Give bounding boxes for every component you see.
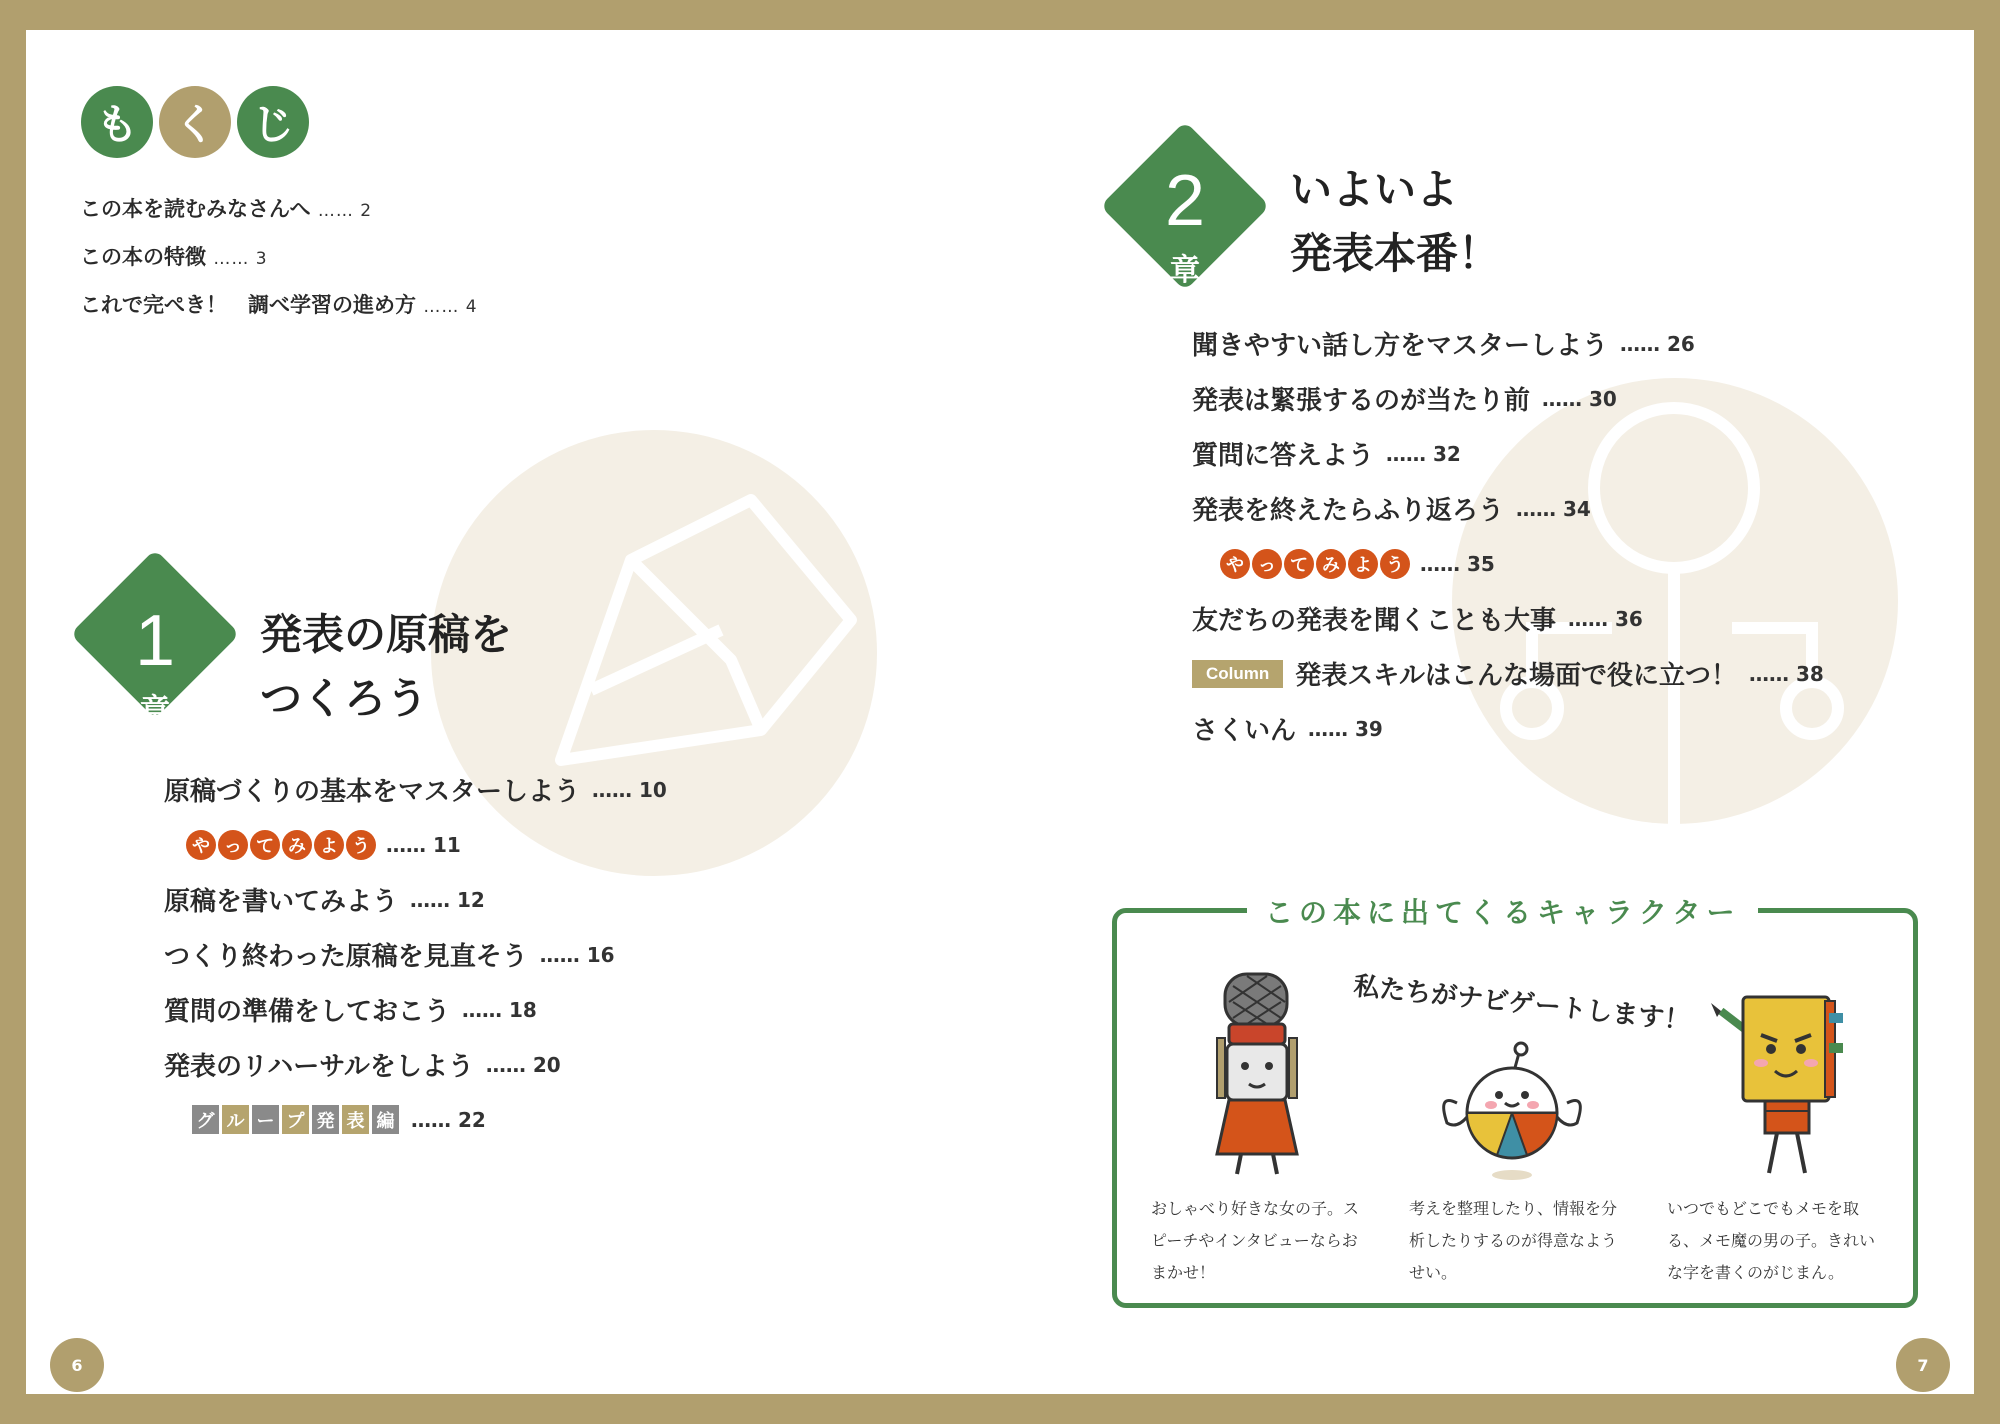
toc-title: この本の特徴 xyxy=(80,245,206,269)
toc-page: …… 20 xyxy=(485,1052,561,1077)
toc-item[interactable] xyxy=(1192,591,1824,646)
toc-item[interactable] xyxy=(1192,316,1824,371)
toc-page: …… 38 xyxy=(1749,661,1824,686)
character-description: おしゃべり好きな女の子。スピーチやインタビューならおまかせ！ xyxy=(1151,1199,1360,1282)
toc-item[interactable] xyxy=(1192,701,1824,756)
toc-page: …… 18 xyxy=(462,997,537,1022)
toc-title: 発表は緊張するのが当たり前 xyxy=(1192,386,1531,416)
toc-item[interactable] xyxy=(80,289,478,319)
column-badge: Column xyxy=(1192,660,1283,688)
toc-page: …… 34 xyxy=(1516,496,1591,521)
toc-page: …… 4 xyxy=(423,297,478,317)
chapter-title xyxy=(1290,158,1500,286)
toc-page: …… 16 xyxy=(539,942,615,967)
toc-item[interactable] xyxy=(164,762,667,817)
chapter-title-line2: 発表本番！ xyxy=(1290,229,1501,278)
character-description: いつでもどこでもメモを取る、メモ魔の男の子。きれいな字を書くのがじまん。 xyxy=(1667,1199,1876,1282)
microphone-girl-character-icon xyxy=(1197,968,1317,1178)
chapter-kanji: 章 xyxy=(1170,253,1200,288)
chapter-kanji: 章 xyxy=(140,693,170,728)
chapter-1-list xyxy=(164,762,667,1147)
mokuji-char: く xyxy=(159,86,231,158)
toc-title: 発表を終えたらふり返ろう xyxy=(1192,496,1505,526)
toc-page: …… 36 xyxy=(1568,606,1643,631)
toc-item[interactable] xyxy=(164,1092,667,1147)
toc-item[interactable] xyxy=(1192,481,1824,536)
toc-title: 友だちの発表を聞くことも大事 xyxy=(1192,606,1557,636)
toc-page: …… 39 xyxy=(1308,716,1383,741)
yattemiyou-badge: や っ て み よ う xyxy=(1220,549,1410,579)
mokuji-char: じ xyxy=(237,86,309,158)
mokuji-char: も xyxy=(81,86,153,158)
page-number: 7 xyxy=(1896,1338,1950,1392)
characters-box xyxy=(1112,896,1918,1308)
toc-title: 原稿を書いてみよう xyxy=(164,887,399,917)
toc-page: …… 30 xyxy=(1542,386,1617,411)
character-description: 考えを整理したり、情報を分析したりするのが得意なようせい。 xyxy=(1409,1199,1618,1282)
toc-item[interactable] xyxy=(164,982,667,1037)
toc-page: …… 11 xyxy=(386,832,461,857)
chapter-title-line1: いよいよ xyxy=(1290,165,1459,214)
toc-item[interactable] xyxy=(164,1037,667,1092)
characters-title: この本に出てくるキャラクター xyxy=(1247,891,1758,931)
page-number: 6 xyxy=(50,1338,104,1392)
toc-item[interactable] xyxy=(1192,371,1824,426)
toc-item[interactable] xyxy=(1192,536,1824,591)
toc-title: 質問に答えよう xyxy=(1192,441,1375,471)
toc-page: …… 12 xyxy=(410,887,485,912)
toc-title: 聞きやすい話し方をマスターしよう xyxy=(1192,331,1609,361)
intro-list xyxy=(80,193,478,337)
toc-page: …… 26 xyxy=(1620,331,1695,356)
chapter-title-line2: つくろう xyxy=(260,674,429,723)
toc-page: …… 2 xyxy=(317,201,373,221)
toc-page: …… 3 xyxy=(213,249,268,269)
chapter-number: 1 xyxy=(134,601,176,681)
toc-title: つくり終わった原稿を見直そう xyxy=(164,942,528,972)
toc-page: …… 10 xyxy=(592,777,667,802)
chapter-title xyxy=(260,603,512,731)
toc-title: 原稿づくりの基本をマスターしよう xyxy=(164,777,581,807)
toc-page: …… 22 xyxy=(411,1107,486,1132)
toc-page: …… 35 xyxy=(1420,551,1495,576)
notebook-boy-character-icon xyxy=(1707,983,1857,1183)
toc-title: 発表スキルはこんな場面で役に立つ！ xyxy=(1295,661,1738,691)
yattemiyou-badge: や っ て み よ う xyxy=(186,830,376,860)
toc-title: これで完ぺき！ 調べ学習の進め方 xyxy=(80,293,416,317)
toc-item[interactable] xyxy=(164,872,667,927)
toc-item[interactable] xyxy=(1192,646,1824,701)
toc-item[interactable] xyxy=(164,927,667,982)
left-page xyxy=(26,30,1000,1394)
toc-item[interactable] xyxy=(164,817,667,872)
toc-title: 発表のリハーサルをしよう xyxy=(164,1052,474,1082)
toc-item[interactable] xyxy=(1192,426,1824,481)
group-presentation-badge: グ ル ー プ 発 表 編 xyxy=(192,1105,399,1134)
toc-item[interactable] xyxy=(80,193,478,223)
toc-title: さくいん xyxy=(1192,716,1297,746)
mokuji-heading xyxy=(81,86,309,158)
toc-item[interactable] xyxy=(80,241,478,271)
chapter-2-list xyxy=(1192,316,1824,756)
chapter-title-line1: 発表の原稿を xyxy=(260,610,513,659)
chapter-number: 2 xyxy=(1164,161,1206,241)
toc-title: この本を読むみなさんへ xyxy=(80,197,311,221)
right-page xyxy=(1000,30,1974,1394)
navigate-caption: 私たちがナビゲートします！ xyxy=(1352,971,1692,1037)
fairy-ball-character-icon xyxy=(1437,1033,1587,1183)
toc-title: 質問の準備をしておこう xyxy=(164,997,451,1027)
toc-page: …… 32 xyxy=(1386,441,1461,466)
